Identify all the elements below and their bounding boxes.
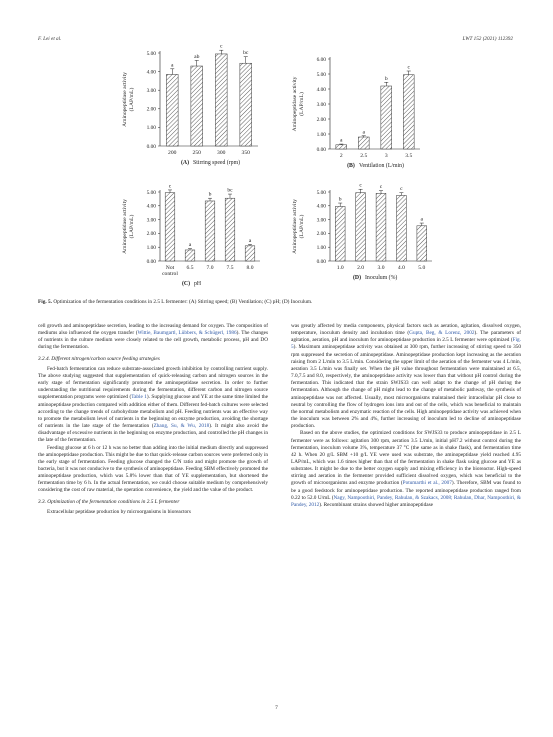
citation-link[interactable]: Zhang, Su, & Wu, 2018 <box>153 423 210 430</box>
y-tick-label: 1.00 <box>146 125 156 132</box>
bar <box>335 206 345 261</box>
y-tick-label: 1.00 <box>316 245 326 251</box>
right-column <box>291 323 521 509</box>
y-tick-label: 5.00 <box>146 189 156 196</box>
x-axis-label: Ventilation (L/min) <box>359 163 404 169</box>
x-tick-label: 300 <box>217 150 226 156</box>
y-axis-unit-label: (LAP/mL) <box>299 92 305 116</box>
y-axis-label: Aminopeptidase activity <box>122 72 128 127</box>
text-run: ). It might also avoid the disadvantage of excessive nutrients in the beginning on enzyme production, and controlled the pH changes in the late of the fermentation. <box>38 423 268 444</box>
bar <box>245 246 255 261</box>
panel-label: (A) <box>180 160 190 166</box>
y-tick-label: 4.00 <box>146 203 156 210</box>
significance-letter: c <box>379 184 383 191</box>
x-tick-label: 200 <box>168 150 177 156</box>
x-tick-label: 3.0 <box>377 265 385 271</box>
y-tick-label: 1.00 <box>146 245 156 251</box>
running-header-journal: LWT 152 (2021) 112392 <box>462 36 513 42</box>
x-tick-label: 250 <box>192 150 201 156</box>
y-axis-label: Aminopeptidase activity <box>122 199 128 254</box>
chart-d-svg <box>282 178 442 296</box>
text-run: Fed-batch fermentation can reduce substrate-associated growth inhibition by controlling nutrient supply. The above studying suggested that supplementation of quick-releasing carbon and nitrogen sources in the early stage of fermentation significantly promoted the aminopeptidase secretion. In order to further understanding the nutritional requirements during the fermentation, different carbon and nitrogen source supplementation programs were optimized ( <box>38 365 268 401</box>
significance-letter: a <box>362 129 365 136</box>
y-axis-unit-label: (LAP/mL) <box>129 214 135 239</box>
y-tick-label: 4.00 <box>316 86 326 93</box>
x-tick-label: 350 <box>241 150 250 156</box>
y-tick-label: 2.00 <box>146 231 156 238</box>
bar <box>165 193 175 261</box>
bar <box>185 250 195 261</box>
y-tick-label: 5.00 <box>316 189 326 196</box>
y-tick-label: 3.00 <box>316 217 326 224</box>
figure-caption <box>38 299 516 306</box>
figure-caption-label: Fig. 5. <box>38 299 52 305</box>
bar <box>397 195 407 261</box>
y-tick-label: 2.00 <box>316 116 326 123</box>
text-run: was greatly affected by media components, physical factors such as aeration, agitation, dissolved oxygen, temperature, inoculum density and incubation time ( <box>291 323 521 337</box>
citation-link[interactable]: Nagy, Nampoothiri, Pandey, Rahulan, & Szakacs, 2008; Rahulan, Dhar, Nampoothiri, & Pandey, 2012 <box>291 494 521 508</box>
figure-caption-text: Optimization of the fermentation conditions in 2.5 L fermenter: (A) Stirring speed; (B) Ventilation; (C) pH; (D) Inoculum. <box>53 299 313 305</box>
section-heading-3-2-4: 3.2.4. Different nitrogen/carbon source feeding strategies <box>38 355 160 362</box>
x-tick-label: 7.5 <box>226 265 234 271</box>
bar <box>240 63 252 146</box>
page-number: 7 <box>275 705 278 711</box>
x-tick-label: 2.5 <box>360 153 368 159</box>
y-tick-label: 2.00 <box>316 231 326 238</box>
citation-link[interactable]: Potumarthi et al., 2007 <box>402 480 452 487</box>
right-paragraph-1 <box>291 323 521 430</box>
chart-panel-a <box>108 45 268 175</box>
table-link[interactable]: Table 1 <box>131 394 147 401</box>
text-run: ). Supplying glucose and YE at the same time limited the aminopeptidase production compared with addition either of them. Different fed-batch cultures were selected according to the change trends of carbohydrate metabolism and pH. Feeding nutrients was an effective way to promote the metabolism level of nutrients in the beginning on enzyme production, avoiding the shortage of nutrients in the late stage of the fermentation ( <box>38 394 268 430</box>
left-column <box>38 323 268 516</box>
x-axis-label: pH <box>194 281 202 287</box>
bar <box>417 226 427 261</box>
significance-letter: b <box>338 196 342 203</box>
bar <box>191 66 203 146</box>
bar <box>358 137 369 149</box>
significance-letter: a <box>340 137 343 144</box>
significance-letter: a <box>420 216 424 223</box>
y-tick-label: 4.00 <box>146 69 156 76</box>
x-tick-label: 7.0 <box>206 265 214 271</box>
x-tick-label: 4.0 <box>397 265 405 271</box>
figure-link[interactable]: Fig. 5 <box>291 337 521 351</box>
bar <box>376 193 386 261</box>
y-axis-unit-label: (LAP/mL) <box>129 87 135 112</box>
y-tick-label: 3.00 <box>146 217 156 224</box>
bar <box>356 193 366 261</box>
y-tick-label: 3.00 <box>146 88 156 94</box>
bar <box>205 201 215 261</box>
bar <box>381 86 392 149</box>
panel-label: (D) <box>352 275 362 281</box>
y-tick-label: 3.00 <box>316 101 326 108</box>
running-header-authors: F. Lei et al. <box>38 36 62 42</box>
significance-letter: c <box>168 183 172 190</box>
y-tick-label: 5.00 <box>316 71 326 78</box>
y-axis-label: Aminopeptidase activity <box>292 199 298 254</box>
y-tick-label: 0.00 <box>316 146 326 153</box>
bar <box>215 54 227 146</box>
panel-label: (C) <box>181 281 191 287</box>
text-run: ). Maximum aminopeptidase activity was obtained at 300 rpm, further increasing of stirring speed to 350 rpm suppressed the secretion of aminopeptidase. Aminopeptidase production kept increasing as the aeration raising from 2 L/min to 3.5 L/min. Considering the upper limit of the aeration of the fermenter was 4 L/min, aeration 3.5 L/min was finally set. When the pH value throughout fermentation were maintained at 6.5, 7.0,7.5 and 8.0, respectively, the aminopeptidase activity was lower than that without pH control during the fermentation. This indicated that the strain SWJS33 can well adapt to the change of pH during the fermentation. Although the change of pH might lead to the change of metabolic pathway, the synthesis of aminopeptidase was not affected. Usually, most microorganisms maintained their intracellular pH close to neutral by controlling the flow of hydrogen ions into and out of the cells, which was beneficial to maintain the normal metabolism and enzymatic reaction of the cells. High aminopeptidase activity was achieved when the inoculum was between 2% and 4%, further increasing of inoculum led to decline of aminopeptidase production. <box>291 344 521 430</box>
significance-letter: c <box>220 43 223 50</box>
left-paragraph-4: Extracellular peptidase production by microorganisms in bioreactors <box>47 508 191 515</box>
significance-letter: a <box>188 242 192 249</box>
chart-panel-b <box>282 53 432 178</box>
chart-c-svg <box>108 178 268 296</box>
x-tick-label: 3 <box>384 153 388 159</box>
chart-panel-c <box>108 178 268 296</box>
x-tick-label: 2 <box>339 153 343 159</box>
y-tick-label: 0.00 <box>316 258 326 265</box>
x-tick-label: control <box>162 271 178 278</box>
text-run: ). Recombinant strains showed higher aminopeptidase <box>319 501 433 508</box>
text-run: ). The parameters of agitation, aeration, pH and inoculum for aminopeptidase production in 2.5 L fermenter were optimized ( <box>291 330 522 344</box>
y-tick-label: 2.00 <box>146 106 156 113</box>
significance-letter: b <box>384 75 388 82</box>
y-tick-label: 4.00 <box>316 203 326 210</box>
significance-letter: c <box>400 186 403 193</box>
significance-letter: a <box>248 237 252 244</box>
y-tick-label: 1.00 <box>316 131 326 138</box>
x-tick-label: Not <box>165 265 175 271</box>
y-tick-label: 0.00 <box>146 143 156 150</box>
significance-letter: bc <box>227 187 233 194</box>
x-axis-label: Inoculum (%) <box>365 275 398 281</box>
bar <box>225 198 235 261</box>
significance-letter: ab <box>194 53 200 60</box>
y-tick-label: 0.00 <box>146 258 156 265</box>
significance-letter: c <box>407 64 410 71</box>
left-paragraph-2 <box>38 366 268 445</box>
left-paragraph-3: Feeding glucose at 6 h or 12 h was no better than adding into the initial medium directly and suppressed the aminopeptidase production. This might be due to that quick-release carbon sources were preferred only in the early stage of fermentation. Feeding glucose changed the C/N ratio and might promote the growth of bacteria, but it was not conducive to the synthesis of aminopeptidase. Feeding SBM effectively promoted the aminopeptidase production, which was 5.8% lower than that of YE supplementation, but shortened the fermentation time by 6 h. In the actual fermentation, we could choose suitable medium by comprehensively considering the cost of raw material, the operation convenience, the yield and the value of the product. <box>38 444 268 494</box>
chart-b-svg <box>282 53 432 178</box>
x-tick-label: 1.0 <box>336 265 344 271</box>
section-heading-3-3: 3.3. Optimization of the fermentation conditions in 2.5 L fermenter <box>38 498 180 505</box>
text-run: Based on the above studies, the optimized conditions for SWJS33 to produce aminopeptidase in 2.5 L fermenter were as follows: agitation 300 rpm, aeration 3.5 L/min, initial pH7.2 without control during the fermentation, inoculum volume 3%, temperature 37 °C (the same as in shake flask), and fermentation time 42 h. When 20 g/L SBM +10 g/L YE were used was substrate, the aminopeptidase yield reached 4.95 LAP/mL, which was 1.6 times higher than that of the fermentation in shake flask using glucose and YE as substrates. It might be due to the better oxygen supply and mixing efficiency in the bioreactor. High-speed stirring and aeration in the fermenter provided sufficient dissolved oxygen, which was beneficial to the growth of microorganisms and enzyme production ( <box>291 430 521 487</box>
citation-link[interactable]: Wittie, Baumgartl, Lübbers, & Schügerl, 1986 <box>137 330 237 337</box>
left-paragraph-1 <box>38 323 268 352</box>
x-tick-label: 3.5 <box>405 153 413 159</box>
text-run: ). Therefore, SBM was found to be a good feedstock for aminopeptidase production. The reported aminopeptidase production ranged from 0.22 to 52.0 U/mL ( <box>291 480 521 501</box>
x-tick-label: 6.5 <box>186 265 194 271</box>
significance-letter: c <box>359 182 362 189</box>
chart-panel-d <box>282 178 442 296</box>
significance-letter: bc <box>243 50 249 57</box>
right-paragraph-2 <box>291 430 521 509</box>
bar <box>403 75 414 149</box>
x-tick-label: 2.0 <box>357 265 365 271</box>
text-run: cell growth and aminopeptidase secretion, leading to the increasing demand for oxygen. The composition of mediums also influenced the oxygen transfer ( <box>38 323 268 337</box>
y-axis-label: Aminopeptidase activity <box>292 76 298 132</box>
significance-letter: a <box>171 62 174 69</box>
x-axis-label: Stirring speed (rpm) <box>193 160 241 166</box>
bar <box>336 145 347 149</box>
significance-letter: b <box>208 191 212 198</box>
panel-label: (B) <box>347 163 355 169</box>
y-tick-label: 5.00 <box>146 50 156 57</box>
y-axis-unit-label: (LAP/mL) <box>299 214 305 239</box>
x-tick-label: 8.0 <box>246 265 254 271</box>
citation-link[interactable]: Gupta, Beg, & Lorenz, 2002 <box>409 330 475 337</box>
y-tick-label: 6.00 <box>316 56 326 63</box>
bar <box>166 74 178 146</box>
text-run: ). The changes of nutrients in the culture medium were closely related to the cell growth, metabolic process, pH and DO during the fermentation. <box>38 330 268 351</box>
x-tick-label: 5.0 <box>418 265 426 271</box>
chart-a-svg <box>108 45 268 175</box>
